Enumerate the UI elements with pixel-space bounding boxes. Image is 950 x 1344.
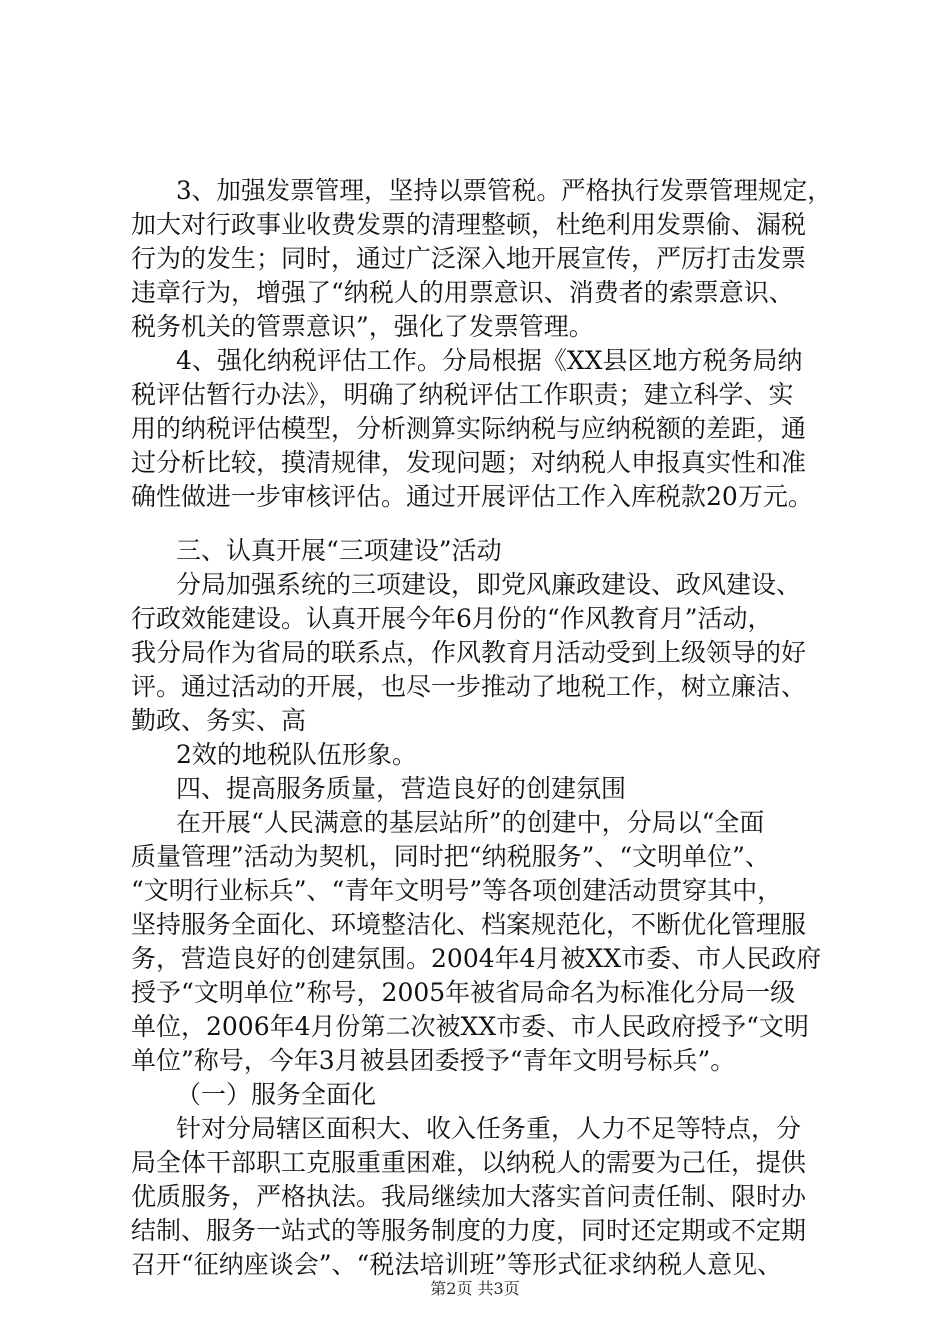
text-line: 召开“征纳座谈会”、“税法培训班”等形式征求纳税人意见、 xyxy=(131,1250,783,1279)
text-line: 2效的地税队伍形象。 xyxy=(176,740,417,769)
text-line: 勤政、务实、高 xyxy=(131,706,307,735)
text-line: 务，营造良好的创建氛围。2004年4月被XX市委、市人民政府 xyxy=(131,944,822,973)
text-line: 3、加强发票管理，坚持以票管税。严格执行发票管理规定， xyxy=(176,176,832,205)
text-line: 结制、服务一站式的等服务制度的力度，同时还定期或不定期 xyxy=(131,1216,807,1245)
text-line: 优质服务，严格执法。我局继续加大落实首问责任制、限时办 xyxy=(131,1182,807,1211)
text-line: 行政效能建设。认真开展今年6月份的“作风教育月”活动， xyxy=(131,604,773,633)
text-line: 单位”称号，今年3月被县团委授予“青年文明号标兵”。 xyxy=(131,1046,736,1075)
text-line: 确性做进一步审核评估。通过开展评估工作入库税款20万元。 xyxy=(131,482,813,511)
text-line: 分局加强系统的三项建设，即党风廉政建设、政风建设、 xyxy=(176,570,802,599)
section-heading: 三、认真开展“三项建设”活动 xyxy=(176,536,502,565)
text-line: 加大对行政事业收费发票的清理整顿，杜绝利用发票偷、漏税 xyxy=(131,210,807,239)
text-line: 过分析比较，摸清规律，发现问题；对纳税人申报真实性和准 xyxy=(131,448,807,477)
text-line: 单位，2006年4月份第二次被XX市委、市人民政府授予“文明 xyxy=(131,1012,809,1041)
text-line: 质量管理”活动为契机，同时把“纳税服务”、“文明单位”、 xyxy=(131,842,770,871)
text-line: 评。通过活动的开展，也尽一步推动了地税工作，树立廉洁、 xyxy=(131,672,807,701)
subsection-heading: （一）服务全面化 xyxy=(176,1080,377,1109)
text-line: 违章行为，增强了“纳税人的用票意识、消费者的索票意识、 xyxy=(131,278,794,307)
text-line: 在开展“人民满意的基层站所”的创建中，分局以“全面 xyxy=(176,808,765,837)
text-line: “文明行业标兵”、“青年文明号”等各项创建活动贯穿其中， xyxy=(131,876,783,905)
page-footer: 第2页 共3页 xyxy=(430,1279,520,1298)
section-heading: 四、提高服务质量，营造良好的创建氛围 xyxy=(176,774,627,803)
text-line: 行为的发生；同时，通过广泛深入地开展宣传，严厉打击发票 xyxy=(131,244,807,273)
text-line: 4、强化纳税评估工作。分局根据《XX县区地方税务局纳 xyxy=(176,346,803,375)
text-line: 授予“文明单位”称号，2005年被省局命名为标准化分局一级 xyxy=(131,978,796,1007)
text-line: 针对分局辖区面积大、收入任务重，人力不足等特点，分 xyxy=(176,1114,802,1143)
text-line: 局全体干部职工克服重重困难，以纳税人的需要为己任，提供 xyxy=(131,1148,807,1177)
text-line: 税务机关的管票意识”，强化了发票管理。 xyxy=(131,312,594,341)
text-line: 我分局作为省局的联系点，作风教育月活动受到上级领导的好 xyxy=(131,638,807,667)
text-line: 坚持服务全面化、环境整洁化、档案规范化，不断优化管理服 xyxy=(131,910,807,939)
text-line: 用的纳税评估模型，分析测算实际纳税与应纳税额的差距，通 xyxy=(131,414,807,443)
text-line: 税评估暂行办法》，明确了纳税评估工作职责；建立科学、实 xyxy=(131,380,794,409)
